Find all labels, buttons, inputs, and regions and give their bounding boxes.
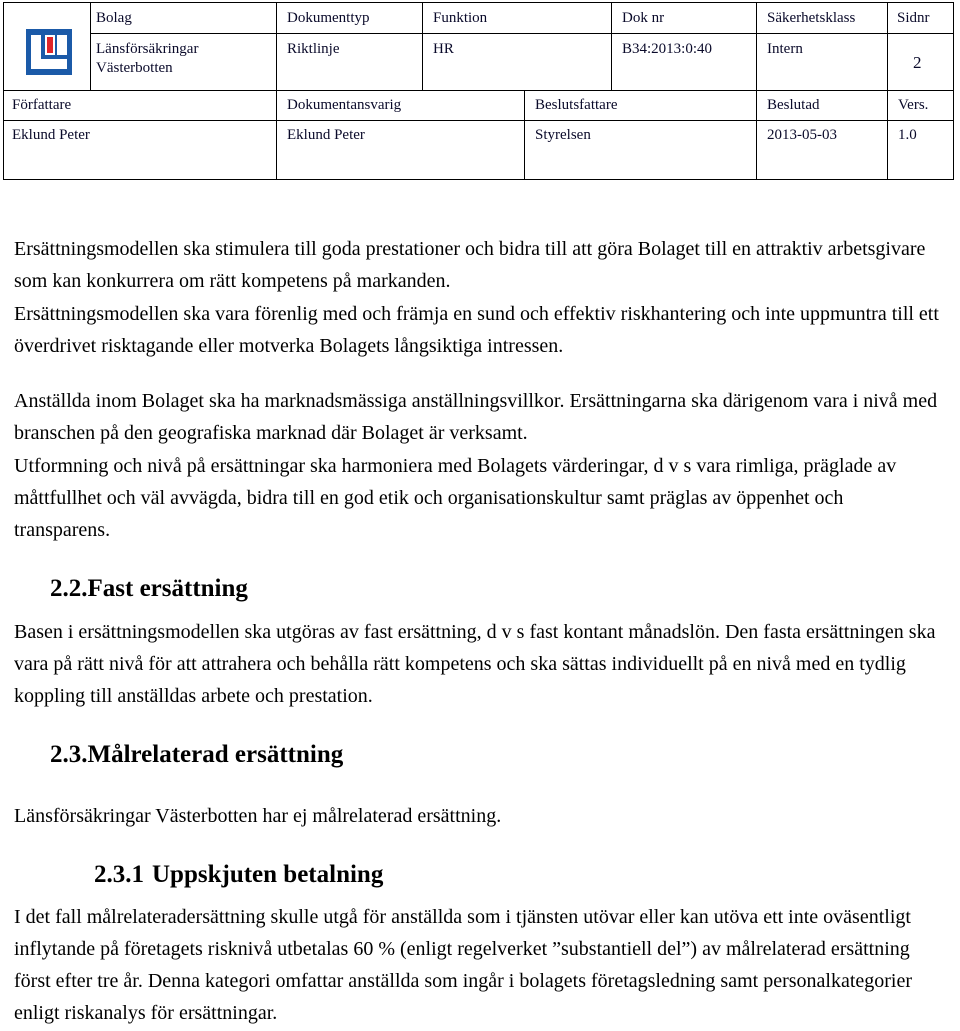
header-label-forfattare: Författare xyxy=(12,97,72,113)
header-value-sakerhetsklass: Intern xyxy=(767,41,803,57)
header-label-funktion: Funktion xyxy=(433,10,488,26)
section-number: 2.3. xyxy=(50,741,88,768)
header-label-dokumentansvarig: Dokumentansvarig xyxy=(287,97,402,113)
divider xyxy=(276,3,277,179)
divider xyxy=(422,3,423,90)
paragraph: Ersättningsmodellen ska vara förenlig med och främja en sund och effektiv riskhantering och inte uppmuntra till ett överdrivet risktagande eller motverka Bolagets långsiktiga intressen. xyxy=(14,303,939,357)
header-label-vers: Vers. xyxy=(898,97,929,113)
divider xyxy=(4,90,953,91)
document-header-table xyxy=(3,2,954,180)
paragraph: Utformning och nivå på ersättningar ska harmoniera med Bolagets värderingar, d v s vara rimliga, präglade av måttfullhet och väl avvägda, bidra till en god etik och organisationskultur samt präglas av öppenhet och transparens. xyxy=(14,455,897,541)
header-value-funktion: HR xyxy=(433,41,454,57)
header-value-forfattare: Eklund Peter xyxy=(12,127,90,143)
section-number: 2.3.1 xyxy=(94,861,144,888)
header-value-doknr: B34:2013:0:40 xyxy=(622,41,713,57)
header-label-bolag: Bolag xyxy=(96,10,132,26)
divider xyxy=(4,120,953,121)
paragraph: Länsförsäkringar Västerbotten har ej målrelaterad ersättning. xyxy=(14,805,502,827)
section-title: Fast ersättning xyxy=(87,575,248,602)
paragraph: Basen i ersättningsmodellen ska utgöras av fast ersättning, d v s fast kontant månadslön. Den fasta ersättningen ska vara på rätt nivå för att attrahera och behålla rätt kompetens och ska sättas individuellt på en nivå med en tydlig koppling till anställdas arbete och prestation. xyxy=(14,621,936,707)
header-value-beslutad: 2013-05-03 xyxy=(767,127,837,143)
header-value-bolag-line2: Västerbotten xyxy=(96,60,173,76)
paragraph: Anställda inom Bolaget ska ha marknadsmässiga anställningsvillkor. Ersättningarna ska därigenom vara i nivå med branschen på den geografiska marknad där Bolaget är verksamt. xyxy=(14,390,938,444)
paragraph: Ersättningsmodellen ska stimulera till goda prestationer och bidra till att göra Bolaget till en attraktiv arbetsgivare som kan konkurrera om rätt kompetens på markanden. xyxy=(14,238,926,292)
section-title: Uppskjuten betalning xyxy=(152,861,384,888)
header-value-dokumenttyp: Riktlinje xyxy=(287,41,340,57)
header-label-dokumenttyp: Dokumenttyp xyxy=(287,10,370,26)
paragraph: I det fall målrelateradersättning skulle utgå för anställda som i tjänsten utövar eller kan utöva ett inte oväsentligt inflytande på företagets risknivå utbetalas 60 % (enligt regelverket ”substantiell del”) av målrelaterad ersättning först efter tre år. Denna kategori omfattar anställda som ingår i bolagets företagsledning samt personalkategorier enligt riskanalys för ersättningar. xyxy=(14,906,913,1024)
divider xyxy=(611,3,612,90)
divider xyxy=(524,90,525,179)
header-label-beslutsfattare: Beslutsfattare xyxy=(535,97,618,113)
header-value-dokumentansvarig: Eklund Peter xyxy=(287,127,365,143)
header-value-sidnr: 2 xyxy=(913,53,922,72)
lansforsakringar-logo xyxy=(26,29,72,75)
section-heading-2-3-1 xyxy=(94,859,383,891)
header-value-bolag-line1: Länsförsäkringar xyxy=(96,41,199,57)
section-number: 2.2. xyxy=(50,575,88,602)
divider xyxy=(887,3,888,179)
divider xyxy=(90,3,91,90)
header-label-sakerhetsklass: Säkerhetsklass xyxy=(767,10,856,26)
header-value-beslutsfattare: Styrelsen xyxy=(535,127,591,143)
section-title: Målrelaterad ersättning xyxy=(87,741,344,768)
divider xyxy=(756,3,757,179)
header-label-beslutad: Beslutad xyxy=(767,97,820,113)
header-label-doknr: Dok nr xyxy=(622,10,665,26)
section-heading-2-3 xyxy=(50,739,343,771)
header-label-sidnr: Sidnr xyxy=(897,10,930,26)
divider xyxy=(90,33,953,34)
header-value-vers: 1.0 xyxy=(898,127,917,143)
section-heading-2-2 xyxy=(50,573,248,605)
